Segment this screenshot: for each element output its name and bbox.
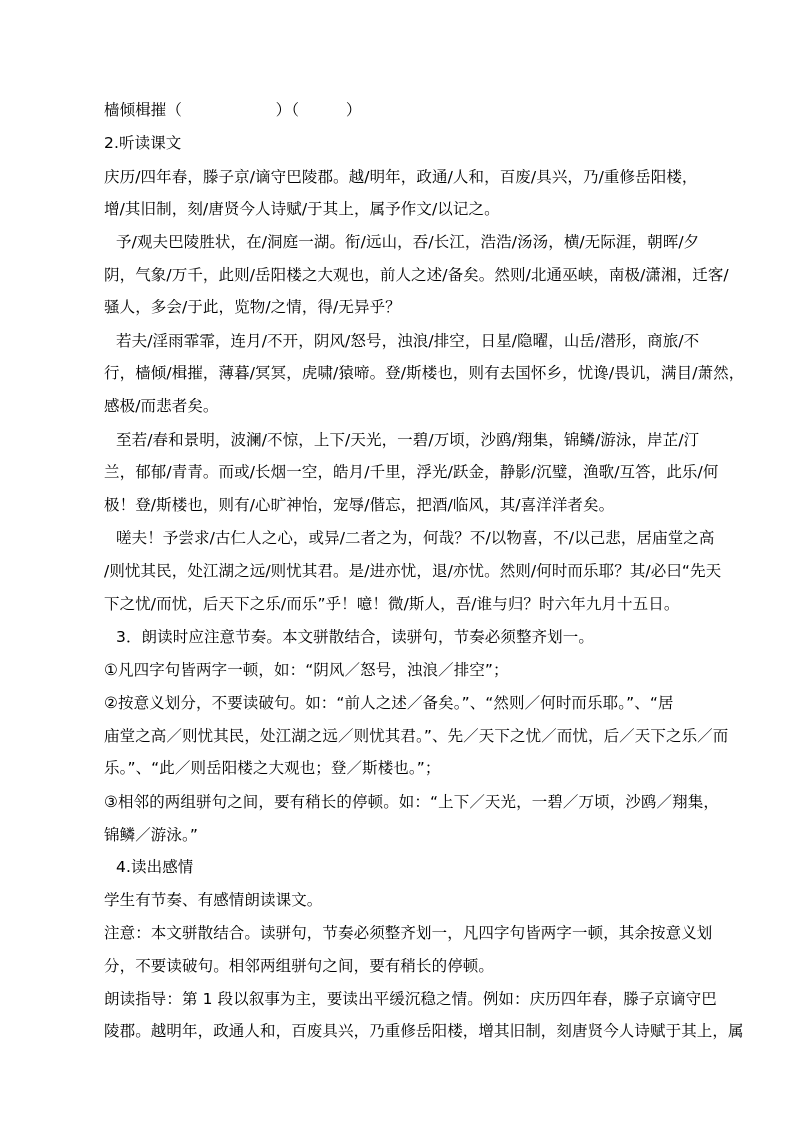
text-line-8: 若夫/淫雨霏霏，连月/不开，阴风/怒号，浊浪/排空，日星/隐曜，山岳/潜形，商旅/不	[116, 332, 700, 350]
heading-read-with-emotion: 4.读出感情	[116, 858, 194, 876]
text-line-9: 行，樯倾/楫摧，薄暮/冥冥，虎啸/猿啼。登/斯楼也，则有去国怀乡，忧谗/畏讥，满目/萧然，	[104, 364, 745, 382]
text-line-26: 注意：本文骈散结合。读骈句，节奏必须整齐划一，凡四字句皆两字一顿，其余按意义划	[104, 924, 713, 942]
text-line-7: 骚人，多会/于此，览物/之情，得/无异乎？	[104, 298, 401, 316]
text-line-29: 陵郡。越明年，政通人和，百废具兴，乃重修岳阳楼，增其旧制，刻唐贤今人诗赋于其上，属	[104, 1022, 744, 1040]
text-line-23: 锦鳞／游泳。”	[104, 826, 198, 844]
text-line-12: 兰，郁郁/青青。而或/长烟一空，皓月/千里，浮光/跃金，静影/沉璧，渔歌/互答，此乐/何	[104, 463, 719, 481]
text-line-19: ②按意义划分，不要读破句。如：“前人之述／备矣。”、“然则／何时而乐耶。”、“居	[104, 694, 674, 712]
text-line-11: 至若/春和景明，波澜/不惊，上下/天光，一碧/万顷，沙鸥/翔集，锦鳞/游泳，岸芷/汀	[116, 431, 700, 449]
text-line-5: 予/观夫巴陵胜状，在/洞庭一湖。衔/远山，吞/长江，浩浩/汤汤，横/无际涯，朝晖/夕	[116, 233, 700, 251]
text-line-14: 嗟夫！予尝求/古仁人之心，或异/二者之为，何哉？不/以物喜，不/以己悲，居庙堂之高	[116, 529, 715, 547]
text-line-15: /则忧其民，处江湖之远/则忧其君。是/进亦忧，退/亦忧。然则/何时而乐耶？其/必曰“先天	[104, 562, 722, 580]
text-line-20: 庙堂之高／则忧其民，处江湖之远／则忧其君。”、先／天下之忧／而忧，后／天下之乐／而	[104, 727, 729, 745]
text-line-18: ①凡四字句皆两字一顿，如：“阴风／怒号，浊浪／排空”；	[104, 661, 509, 679]
text-line-25: 学生有节奏、有感情朗读课文。	[104, 891, 323, 909]
text-line-27: 分，不要读破句。相邻两组骈句之间，要有稍长的停顿。	[104, 957, 495, 975]
text-line-16: 下之忧/而忧，后天下之乐/而乐”乎！噫！微/斯人，吾/谁与归？时六年九月十五日。	[104, 595, 680, 613]
heading-listen-text: 2.听读课文	[104, 134, 182, 152]
text-line-28: 朗读指导：第 1 段以叙事为主，要读出平缓沉稳之情。例如：庆历四年春，滕子京谪守巴	[104, 990, 717, 1008]
text-line-10: 感极/而悲者矣。	[104, 397, 219, 415]
text-line-3: 庆历/四年春，滕子京/谪守巴陵郡。越/明年，政通/人和，百废/具兴，乃/重修岳阳楼，	[104, 168, 698, 186]
text-line-22: ③相邻的两组骈句之间，要有稍长的停顿。如：“上下／天光，一碧／万顷，沙鸥／翔集，	[104, 793, 719, 811]
text-line-4: 增/其旧制，刻/唐贤今人诗赋/于其上，属予作文/以记之。	[104, 200, 500, 218]
heading-reading-rhythm: 3．朗读时应注意节奏。本文骈散结合，读骈句，节奏必须整齐划一。	[116, 628, 594, 646]
text-line-1: 樯倾楫摧（ ）（ ）	[104, 101, 362, 119]
text-line-21: 乐。”、“此／则岳阳楼之大观也；登／斯楼也。”；	[104, 759, 441, 777]
text-line-6: 阴，气象/万千，此则/岳阳楼之大观也，前人之述/备矣。然则/北通巫峡，南极/潇湘，迁客/	[104, 266, 729, 284]
text-line-13: 极！登/斯楼也，则有/心旷神怡，宠辱/偕忘，把酒/临风，其/喜洋洋者矣。	[104, 496, 615, 514]
